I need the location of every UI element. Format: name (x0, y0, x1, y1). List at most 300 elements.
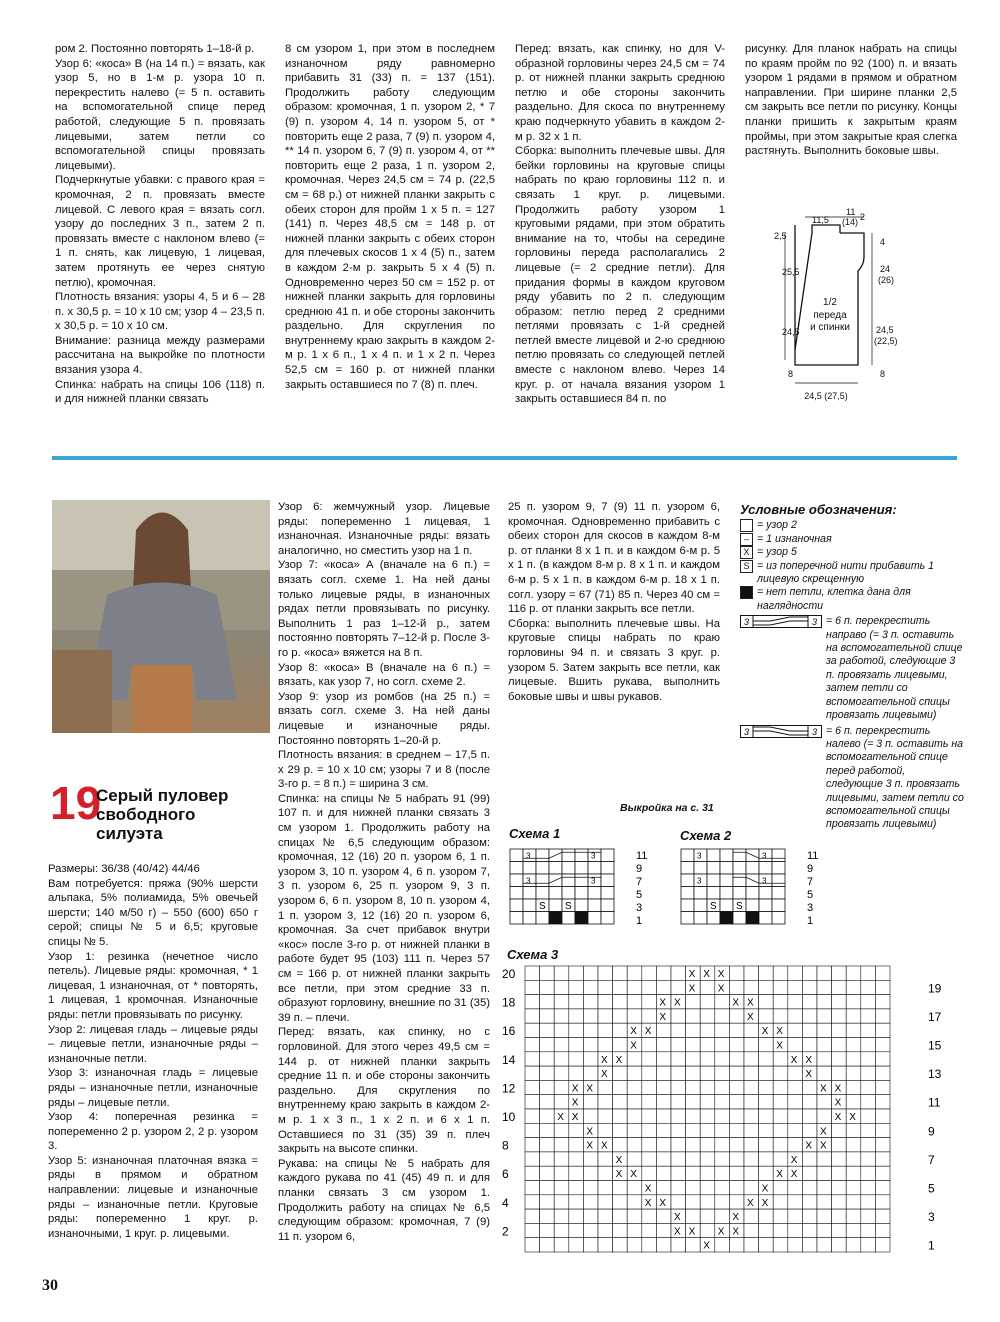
chart-cell (802, 1223, 817, 1237)
chart-cell (802, 1109, 817, 1123)
chart-cell (875, 1152, 890, 1166)
chart-cell (583, 1109, 598, 1123)
chart-cell (583, 1223, 598, 1237)
chart-cell (817, 1238, 832, 1252)
chart-cell (802, 1123, 817, 1137)
model-photo (52, 500, 270, 733)
chart-cell (729, 1038, 744, 1052)
x-mark: X (659, 1011, 667, 1023)
row-number: 10 (502, 1110, 516, 1124)
chart-cell (583, 1195, 598, 1209)
chart-cell (540, 995, 555, 1009)
chart-cell (720, 899, 733, 912)
chart-cell (598, 1209, 613, 1223)
chart-cell (744, 1166, 759, 1180)
x-mark: X (630, 1026, 637, 1038)
chart-cell (832, 980, 847, 994)
dim-left-2: 25,5 (782, 267, 800, 277)
dim-top-3: (14) (842, 217, 859, 227)
chart-cell (846, 1138, 861, 1152)
chart-cell (846, 995, 861, 1009)
chart-cell (642, 1138, 657, 1152)
chart-cell (540, 1223, 555, 1237)
row-number: 1 (928, 1238, 935, 1253)
cable-count: 3 (744, 617, 750, 628)
dim-left-1: 2,5 (774, 231, 787, 241)
chart-cell (562, 912, 575, 925)
chart-cell (744, 1023, 759, 1037)
chart-cell (744, 1181, 759, 1195)
chart-cell (613, 966, 628, 980)
chart-cell (686, 1109, 701, 1123)
chart-cell (642, 1223, 657, 1237)
chart-cell (627, 1138, 642, 1152)
chart-cell (525, 1138, 540, 1152)
text-para: Узор 7: «коса» А (вначале на 6 п.) = вязать согл. схеме 1. На ней даны только лицевые ряды, в изнаночных рядах петли провязывать по рисунку. Выполнить 1 раз 1–12-й р., затем постоянно повторять 7–12-й р. После 3-го р. «коса» вяжется на 8 п. (278, 559, 490, 659)
chart-cell (875, 1209, 890, 1223)
chart-cell (671, 1052, 686, 1066)
chart-cell (536, 887, 549, 900)
chart-cell (817, 1209, 832, 1223)
x-mark: X (761, 1026, 769, 1038)
text-para: Перед: вязать, как спинку, но для V-образной горловины через 24,5 см = 74 р. от нижней планки закрыть среднюю петлю и обе стороны закончить раздельно. Для скоса по внутреннему краю подчеркнуто убавить в каждом 2-м р. 32 х 1 п. (515, 43, 725, 143)
chart-cell (817, 1195, 832, 1209)
x-mark: X (571, 1112, 579, 1123)
legend-text: = 1 изнаночная (757, 532, 832, 545)
garment-schematic (760, 205, 960, 420)
chart-cell (540, 1238, 555, 1252)
chart-cell (817, 995, 832, 1009)
chart-cell (832, 1152, 847, 1166)
chart-cell (540, 966, 555, 980)
chart-cell (700, 1080, 715, 1094)
chart-cell (601, 899, 614, 912)
cable-right-icon (740, 615, 822, 628)
chart-cell (817, 1152, 832, 1166)
legend-item (740, 725, 965, 832)
row-number: 3 (928, 1210, 935, 1225)
chart-cell (598, 1095, 613, 1109)
increase-mark: S (710, 901, 717, 912)
chart-cell (729, 1123, 744, 1137)
chart-cell (773, 1052, 788, 1066)
schema1-chart (509, 845, 659, 935)
x-mark: X (601, 1054, 608, 1066)
chart-cell (715, 995, 730, 1009)
chart-cell (583, 966, 598, 980)
col3-bottom (508, 500, 720, 704)
chart-cell (715, 1109, 730, 1123)
chart-cell (671, 1080, 686, 1094)
chart-cell (773, 1066, 788, 1080)
chart-cell (627, 966, 642, 980)
row-number: 1 (807, 915, 814, 927)
chart-cell (569, 1038, 584, 1052)
chart-cell (846, 1038, 861, 1052)
chart-cell (729, 1166, 744, 1180)
chart-cell (846, 1066, 861, 1080)
x-mark: X (659, 1197, 667, 1209)
legend-item (740, 615, 965, 722)
chart-cell (861, 1023, 876, 1037)
chart-cell (759, 1238, 774, 1252)
chart-cell (817, 1109, 832, 1123)
text-para: Плотность вязания: узоры 4, 5 и 6 – 28 п. х 30,5 р. = 10 х 10 см; узор 4 – 23,5 п. х 30,5 р. = 10 х 10 см. (55, 291, 265, 333)
chart-cell (562, 887, 575, 900)
chart-cell (715, 1138, 730, 1152)
chart-cell (759, 1095, 774, 1109)
chart-cell (773, 1109, 788, 1123)
chart-cell (601, 849, 614, 862)
chart-cell (686, 1166, 701, 1180)
chart-cell (536, 874, 549, 887)
chart-cell (554, 1023, 569, 1037)
chart-cell (627, 1095, 642, 1109)
chart-cell (772, 912, 785, 925)
title-line: силуэта (96, 824, 163, 843)
chart-cell (729, 1009, 744, 1023)
pattern-reference: Выкройка на с. 31 (620, 802, 714, 814)
chart-cell (759, 1038, 774, 1052)
chart-cell (715, 1238, 730, 1252)
chart-cell (817, 1009, 832, 1023)
chart-cell (656, 1109, 671, 1123)
chart-cell (588, 887, 601, 900)
chart-cell (613, 1238, 628, 1252)
chart-cell (875, 980, 890, 994)
row-number: 7 (928, 1152, 935, 1167)
chart-cell (715, 1195, 730, 1209)
chart-cell (642, 966, 657, 980)
chart-cell (729, 1023, 744, 1037)
chart-cell (707, 874, 720, 887)
x-mark: X (747, 1197, 754, 1209)
no-stitch-symbol-icon: ■ (740, 586, 753, 599)
x-mark: X (571, 1083, 579, 1095)
x-mark: X (732, 997, 740, 1009)
cable-num: 3 (762, 851, 767, 861)
chart-cell (613, 1109, 628, 1123)
chart-cell (525, 1181, 540, 1195)
text-para: Спинка: на спицы № 5 набрать 91 (99) 107 п. и для нижней планки связать 3 см узором 1. Продолжить работу на спицах № 6,5 следующим образом: кромочная, 12 (16) 20 п. узором 6, 1 п. узором 3, 10 п. узором 4, 6 п. узором 7, 3 п. узором 6, 25 п. узором 9, 3 п. узором 6, 6 п. узором 8, 10 п. узором 4, 1 п. узором 3, 12 (16) 20 п. узором 6, кромочная. За счет прибавок внутри «кос» после 3-го р. от нижней планки в работе будет 95 (103) 111 п. Через 57 см = 166 р. от нижней планки закрыть все петли, при этом средние 33 п. образуют горловину, внешние по 31 (35) 39 п. – плечи. (278, 792, 490, 1024)
chart-cell (627, 1066, 642, 1080)
chart-cell (715, 1209, 730, 1223)
chart-cell (510, 874, 523, 887)
chart-cell (523, 862, 536, 875)
chart-cell (642, 1080, 657, 1094)
chart-cell (715, 1080, 730, 1094)
chart-cell (583, 1238, 598, 1252)
chart-cell (715, 1166, 730, 1180)
chart-cell (700, 1109, 715, 1123)
chart-cell (525, 995, 540, 1009)
chart-cell (523, 887, 536, 900)
chart-cell (861, 1066, 876, 1080)
chart-cell (642, 1109, 657, 1123)
chart-cell (681, 887, 694, 900)
text-para: Узор 6: жемчужный узор. Лицевые ряды: попеременно 1 лицевая, 1 изнаночная. Изнаночные ряды: вязать аналогично, но сместить узор на 1 п. (278, 501, 490, 557)
chart-cell (627, 1080, 642, 1094)
chart-cell (613, 1038, 628, 1052)
chart-cell (744, 1223, 759, 1237)
chart-cell (746, 862, 759, 875)
legend-item (740, 519, 965, 532)
chart-cell (875, 1038, 890, 1052)
x-mark: X (571, 1097, 579, 1109)
chart-cell (832, 1009, 847, 1023)
chart-cell (583, 1023, 598, 1037)
chart-cell (694, 912, 707, 925)
chart-cell (832, 1223, 847, 1237)
chart-cell (802, 1209, 817, 1223)
chart-cell (598, 1023, 613, 1037)
chart-cell (720, 912, 733, 925)
chart-cell (832, 1052, 847, 1066)
chart-cell (642, 1095, 657, 1109)
chart-cell (788, 1009, 803, 1023)
chart-cell (802, 1038, 817, 1052)
chart-cell (598, 995, 613, 1009)
chart-cell (540, 1009, 555, 1023)
chart-cell (700, 1009, 715, 1023)
chart-cell (802, 1095, 817, 1109)
chart-cell (802, 1009, 817, 1023)
chart-cell (759, 1080, 774, 1094)
chart-cell (510, 912, 523, 925)
chart-cell (554, 1181, 569, 1195)
chart-cell (569, 1009, 584, 1023)
chart-cell (832, 966, 847, 980)
x-mark: X (732, 1226, 740, 1238)
chart-cell (540, 1066, 555, 1080)
chart-cell (700, 1095, 715, 1109)
text-para: Плотность вязания: в среднем – 17,5 п. х 29 р. = 10 х 10 см; узоры 7 и 8 (после 3-го р. = 8 п.) = ширина 3 см. (278, 749, 490, 791)
text-para: Вам потребуется: пряжа (90% шерсти альпака, 5% полиамида, 5% овечьей шерсти; 140 м/50 г) – 550 (600) 650 г серой; спицы № 5 и 6,5; круговые спицы № 5. (48, 877, 258, 948)
text-para: Сборка: выполнить плечевые швы. На круговые спицы набрать по краю горловины 94 п. и связать 3 круг. р. узором 5. Затем закрыть все петли, как лицевые. Вшить рукава, выполнить боковые швы и швы рукавов. (508, 617, 720, 703)
chart-cell (583, 1209, 598, 1223)
chart-cell (773, 1009, 788, 1023)
chart-cell (525, 1238, 540, 1252)
chart-cell (613, 1195, 628, 1209)
chart-cell (700, 1023, 715, 1037)
chart-cell (788, 1109, 803, 1123)
title-line: Серый пуловер (96, 786, 229, 805)
chart-cell (802, 1238, 817, 1252)
chart-cell (569, 980, 584, 994)
chart-cell (715, 1023, 730, 1037)
chart-cell (759, 1138, 774, 1152)
chart-cell (671, 1152, 686, 1166)
chart-cell (773, 1152, 788, 1166)
x-mark: X (586, 1140, 594, 1152)
x-mark: X (732, 1212, 740, 1224)
row-number: 9 (928, 1124, 935, 1139)
row-number: 6 (502, 1167, 509, 1182)
chart-cell (832, 1066, 847, 1080)
chart-cell (846, 1095, 861, 1109)
chart-cell (656, 1223, 671, 1237)
chart-cell (686, 1009, 701, 1023)
chart-cell (861, 1209, 876, 1223)
chart-cell (832, 1166, 847, 1180)
chart-cell (846, 1195, 861, 1209)
x-mark: X (674, 1212, 681, 1224)
chart-cell (549, 887, 562, 900)
chart-cell (642, 1209, 657, 1223)
chart-cell (575, 887, 588, 900)
chart-cell (861, 1181, 876, 1195)
legend-item (740, 560, 965, 587)
chart-cell (642, 1066, 657, 1080)
project-number: 19 (50, 777, 102, 829)
chart-cell (832, 1209, 847, 1223)
chart-cell (729, 1066, 744, 1080)
chart-cell (832, 1181, 847, 1195)
x-mark: X (761, 1197, 769, 1209)
increase-symbol-icon: S (740, 560, 753, 573)
x-mark: X (776, 1026, 783, 1038)
x-mark: X (703, 1240, 710, 1252)
chart-cell (832, 1238, 847, 1252)
chart-cell (817, 980, 832, 994)
chart-cell (746, 912, 759, 925)
dim-right-5: (22,5) (874, 336, 898, 346)
chart-cell (598, 1038, 613, 1052)
chart-cell (788, 1095, 803, 1109)
chart-cell (861, 1038, 876, 1052)
chart-cell (598, 1009, 613, 1023)
chart-cell (656, 1123, 671, 1137)
chart-cell (540, 1123, 555, 1137)
chart-cell (671, 1166, 686, 1180)
x-mark: X (586, 1126, 594, 1138)
chart-cell (554, 1152, 569, 1166)
chart-cell (681, 912, 694, 925)
chart-cell (759, 912, 772, 925)
chart-cell (875, 1009, 890, 1023)
chart-cell (601, 912, 614, 925)
chart-cell (729, 1181, 744, 1195)
x-mark: X (615, 1154, 623, 1166)
chart-cell (700, 1038, 715, 1052)
chart-cell (846, 1223, 861, 1237)
chart-cell (627, 995, 642, 1009)
chart-cell (627, 1223, 642, 1237)
chart-cell (540, 1138, 555, 1152)
row-number: 5 (928, 1181, 935, 1196)
chart-cell (875, 1023, 890, 1037)
chart-cell (569, 1023, 584, 1037)
chart-cell (720, 874, 733, 887)
chart-cell (788, 1181, 803, 1195)
chart-cell (694, 899, 707, 912)
chart-cell (802, 1080, 817, 1094)
chart-cell (846, 1123, 861, 1137)
chart-cell (744, 1052, 759, 1066)
chart-cell (642, 1038, 657, 1052)
chart-cell (627, 1152, 642, 1166)
chart-cell (525, 1052, 540, 1066)
chart-cell (569, 966, 584, 980)
chart-cell (562, 849, 575, 862)
text-para: Узор 9: узор из ромбов (на 25 п.) = вязать согл. схеме 3. На ней даны лицевые и изнаночные ряды. Постоянно повторять 1–20-й р. (278, 690, 490, 747)
chart-cell (861, 1080, 876, 1094)
x-mark: X (790, 1154, 798, 1166)
chart-cell (773, 1138, 788, 1152)
chart-cell (729, 1138, 744, 1152)
schema2-chart (680, 845, 830, 935)
chart-cell (846, 1152, 861, 1166)
chart-cell (875, 995, 890, 1009)
row-number: 13 (928, 1067, 942, 1082)
chart-cell (729, 966, 744, 980)
chart-cell (642, 1123, 657, 1137)
x-mark: X (644, 1026, 652, 1038)
chart-cell (846, 1166, 861, 1180)
row-number: 5 (807, 889, 814, 901)
chart-cell (788, 1123, 803, 1137)
project-title (96, 786, 228, 843)
chart-cell (575, 874, 588, 887)
cable-num: 3 (762, 876, 767, 886)
chart-cell (802, 1023, 817, 1037)
x-mark: X (820, 1126, 827, 1138)
x-mark: X (615, 1169, 623, 1181)
chart-cell (575, 862, 588, 875)
chart-cell (846, 1080, 861, 1094)
chart-cell (729, 1052, 744, 1066)
x-mark: X (747, 1011, 754, 1023)
col4-top (745, 42, 957, 159)
chart-cell (642, 1238, 657, 1252)
cable-num: 3 (591, 876, 596, 886)
chart-cell (627, 1123, 642, 1137)
chart-cell (583, 980, 598, 994)
chart-cell (707, 912, 720, 925)
chart-cell (875, 1166, 890, 1180)
row-number: 15 (928, 1038, 942, 1053)
chart-cell (510, 899, 523, 912)
row-number: 11 (636, 850, 648, 862)
dim-right-3: (26) (878, 275, 895, 285)
chart-cell (817, 1066, 832, 1080)
center-label-1: 1/2 (823, 297, 837, 308)
x-mark: X (557, 1112, 564, 1123)
chart-cell (510, 862, 523, 875)
chart-cell (817, 1052, 832, 1066)
text-para: Размеры: 36/38 (40/42) 44/46 (48, 863, 200, 875)
col2-bottom (278, 500, 490, 1244)
chart-cell (759, 1109, 774, 1123)
chart-cell (583, 1066, 598, 1080)
chart-cell (707, 887, 720, 900)
chart-cell (525, 1195, 540, 1209)
chart-cell (575, 849, 588, 862)
chart-cell (817, 1181, 832, 1195)
chart-cell (875, 1123, 890, 1137)
chart-cell (569, 1066, 584, 1080)
chart-cell (861, 1009, 876, 1023)
chart-cell (788, 1080, 803, 1094)
chart-cell (554, 1052, 569, 1066)
chart-cell (875, 1223, 890, 1237)
chart-cell (671, 980, 686, 994)
chart-cell (686, 1209, 701, 1223)
chart-cell (817, 1223, 832, 1237)
chart-cell (523, 899, 536, 912)
chart-cell (613, 1181, 628, 1195)
dim-right-4: 24,5 (876, 325, 894, 335)
